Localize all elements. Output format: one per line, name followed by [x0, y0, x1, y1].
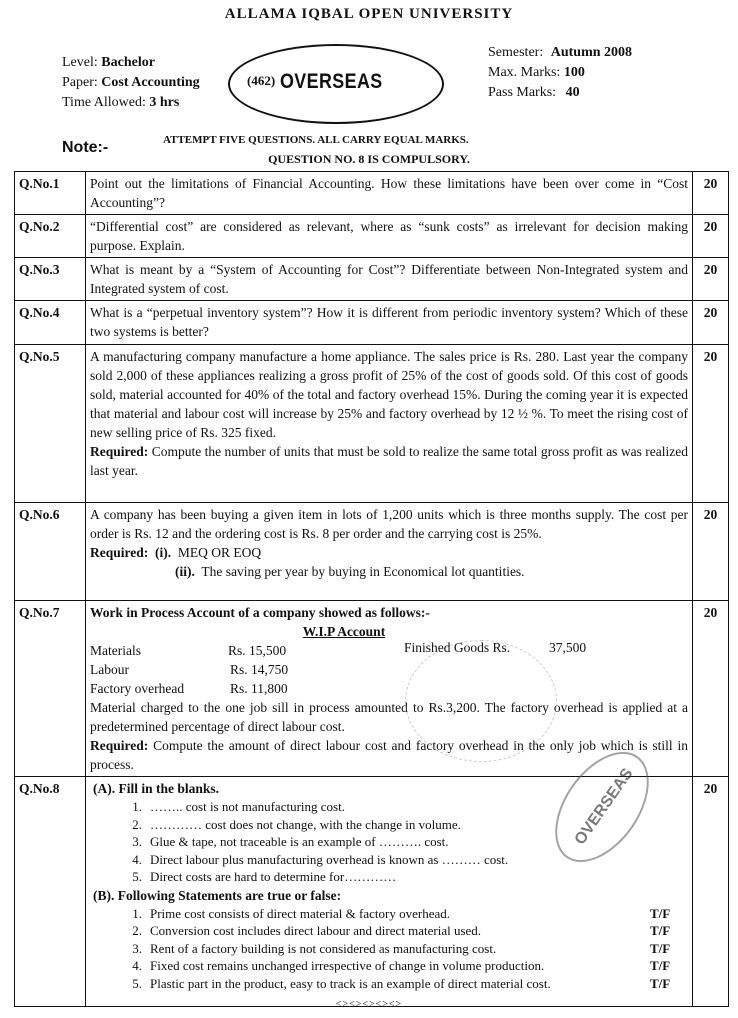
question-number: Q.No.8 — [15, 777, 86, 1007]
tf-mark: T/F — [650, 958, 671, 973]
question-number: Q.No.1 — [15, 172, 86, 215]
paper-line — [62, 73, 200, 93]
item-text: Glue & tape, not traceable is an example of ………. cost. — [150, 834, 449, 849]
wip-title: Work in Process Account of a company showed as follows:- — [90, 605, 430, 620]
question-marks: 20 — [693, 503, 729, 601]
question-row — [15, 345, 729, 503]
question-row — [15, 301, 729, 345]
semester-line — [488, 43, 632, 63]
item-text: Prime cost consists of direct material & factory overhead. — [150, 905, 450, 921]
required-label: Required: — [90, 545, 149, 560]
required-line-2 — [90, 562, 688, 581]
question-marks: 20 — [693, 258, 729, 301]
question-number: Q.No.3 — [15, 258, 86, 301]
level-line — [62, 53, 155, 73]
level-value: Bachelor — [101, 55, 155, 70]
overseas-seal-text: OVERSEAS — [571, 765, 637, 849]
item-number: 1. — [132, 905, 142, 921]
question-text: “Differential cost” are considered as relevant, where as “sunk costs” as irrelevant for decision making purpose. Explain. — [86, 215, 693, 258]
time-label: Time Allowed: — [62, 95, 146, 110]
item-number: 2. — [132, 816, 142, 832]
question-row — [15, 601, 729, 777]
max-marks-line — [488, 63, 585, 83]
compulsory-note: QUESTION NO. 8 IS COMPULSORY. — [268, 152, 470, 166]
finished-goods-amount: 37,500 — [549, 640, 587, 655]
question-marks: 20 — [693, 215, 729, 258]
required-ii-label: (ii). — [175, 564, 195, 579]
question-text: What is meant by a “System of Accounting for Cost”? Differentiate between Non-Integrated system and Integrated system of cost. — [86, 258, 693, 301]
tf-mark: T/F — [650, 975, 671, 991]
required-i-text: MEQ OR EOQ — [177, 545, 262, 560]
question-body — [86, 345, 693, 503]
question-text: What is a “perpetual inventory system”? How it is different from periodic inventory system? Which of these two systems is better? — [86, 301, 693, 345]
question-number: Q.No.7 — [15, 601, 86, 777]
overhead-label: Factory overhead — [90, 681, 185, 696]
wip-row-overhead — [90, 679, 688, 698]
required-text: Compute the amount of direct labour cost and factory overhead in the only job which is still in process. — [90, 738, 688, 772]
question-marks: 20 — [693, 777, 729, 1007]
item-number: 5. — [132, 869, 142, 884]
university-title: ALLAMA IQBAL OPEN UNIVERSITY — [224, 6, 514, 22]
list-item — [90, 957, 688, 975]
list-item — [90, 975, 688, 993]
question-text: A company has been buying a given item in lots of 1,200 units which is three months supply. The cost per order is Rs. 12 and the ordering cost is Rs. 8 per order and the carrying cost is 25%. — [90, 507, 688, 541]
level-label: Level: — [62, 55, 98, 70]
question-marks: 20 — [693, 601, 729, 777]
question-text: Point out the limitations of Financial Accounting. How these limitations have been over come in “Cost Accounting”? — [86, 172, 693, 215]
required-i-label: (i). — [155, 545, 172, 560]
labour-amount: Rs. 14,750 — [230, 662, 289, 677]
item-text: Direct labour plus manufacturing overhead is known as ……… cost. — [150, 851, 509, 867]
time-line — [62, 93, 179, 113]
pass-marks-label: Pass Marks: — [488, 85, 557, 100]
fill-blanks-title: (A). Fill in the blanks. — [93, 781, 220, 796]
list-item — [90, 940, 688, 958]
question-body — [86, 601, 693, 777]
question-marks: 20 — [693, 172, 729, 215]
question-text: A manufacturing company manufacture a home appliance. The sales price is Rs. 280. Last year the company sold 2,000 of these appliances realizing a gross profit of 25% of the cost of goods sold. Of this cost of goods sold, material accounted for 40% of the total and factory overhead 15%. During the coming year it is expected that material and labour cost will increase by 25% and factory overhead by 12 ½ %. To meet the rising cost of new selling price of Rs. 325 fixed. — [90, 349, 688, 440]
item-text: Rent of a factory building is not considered as manufacturing cost. — [150, 940, 497, 956]
wip-row-materials — [90, 641, 688, 660]
required-label: Required: — [90, 444, 149, 459]
item-number: 4. — [132, 851, 142, 867]
finished-goods-label: Finished Goods Rs. — [404, 640, 511, 655]
list-item — [90, 922, 688, 940]
faint-stamp-ring — [405, 640, 557, 762]
item-number: 4. — [132, 958, 142, 973]
item-number: 3. — [132, 940, 142, 956]
required-label: Required: — [90, 738, 149, 753]
true-false-list — [90, 905, 688, 993]
item-text: ………… cost does not change, with the change in volume. — [150, 816, 461, 832]
question-row — [15, 215, 729, 258]
item-text: Plastic part in the product, easy to track is an example of direct material cost. — [150, 975, 551, 991]
question-marks: 20 — [693, 301, 729, 345]
labour-label: Labour — [90, 662, 129, 677]
time-value: 3 hrs — [149, 95, 180, 110]
true-false-title: (B). Following Statements are true or false: — [93, 887, 342, 903]
question-number: Q.No.4 — [15, 301, 86, 345]
required-line — [90, 543, 688, 562]
materials-amount: Rs. 15,500 — [228, 643, 287, 658]
overseas-label: OVERSEAS — [280, 70, 383, 93]
required-line — [90, 442, 688, 480]
paper-code: (462) — [247, 73, 276, 88]
wip-row-labour — [90, 660, 688, 679]
note-label: Note:- — [62, 139, 109, 156]
list-item — [90, 868, 688, 886]
tf-mark: T/F — [650, 923, 671, 938]
item-number: 5. — [132, 975, 142, 991]
list-item — [90, 905, 688, 923]
item-text: Fixed cost remains unchanged irrespective of change in volume production. — [150, 958, 545, 973]
item-number: 2. — [132, 923, 142, 938]
item-number: 1. — [132, 799, 142, 814]
question-row — [15, 503, 729, 601]
question-text: Material charged to the one job sill in process amounted to Rs.3,200. The factory overhead is applied at a predetermined percentage of direct labour cost. — [90, 700, 688, 734]
materials-label: Materials — [90, 643, 141, 658]
semester-value: Autumn 2008 — [550, 45, 633, 60]
question-number: Q.No.2 — [15, 215, 86, 258]
item-text: Direct costs are hard to determine for………… — [150, 869, 397, 884]
wip-account-heading: W.I.P Account — [302, 624, 386, 639]
question-row — [15, 258, 729, 301]
question-marks: 20 — [693, 345, 729, 503]
question-body — [86, 503, 693, 601]
paper-value: Cost Accounting — [101, 75, 200, 90]
overhead-amount: Rs. 11,800 — [230, 681, 288, 696]
max-marks-value: 100 — [563, 65, 585, 80]
required-ii-text: The saving per year by buying in Economical lot quantities. — [201, 564, 525, 579]
semester-label: Semester: — [488, 45, 544, 60]
pass-marks-value: 40 — [565, 85, 580, 100]
questions-table — [14, 171, 729, 1007]
item-number: 3. — [132, 834, 142, 849]
required-text: Compute the number of units that must be sold to realize the same total gross profit as was realized last year. — [90, 444, 689, 478]
max-marks-label: Max. Marks: — [488, 65, 561, 80]
pass-marks-line — [488, 83, 580, 103]
question-row — [15, 172, 729, 215]
paper-label: Paper: — [62, 75, 98, 90]
question-number: Q.No.5 — [15, 345, 86, 503]
tf-mark: T/F — [650, 905, 671, 921]
item-text: Conversion cost includes direct labour and direct material used. — [150, 923, 482, 938]
question-number: Q.No.6 — [15, 503, 86, 601]
tf-mark: T/F — [650, 940, 671, 956]
note-text: ATTEMPT FIVE QUESTIONS. ALL CARRY EQUAL MARKS. — [163, 134, 469, 146]
footer-ornament: <><><><><> — [335, 999, 403, 1010]
item-text: …….. cost is not manufacturing cost. — [150, 799, 345, 814]
